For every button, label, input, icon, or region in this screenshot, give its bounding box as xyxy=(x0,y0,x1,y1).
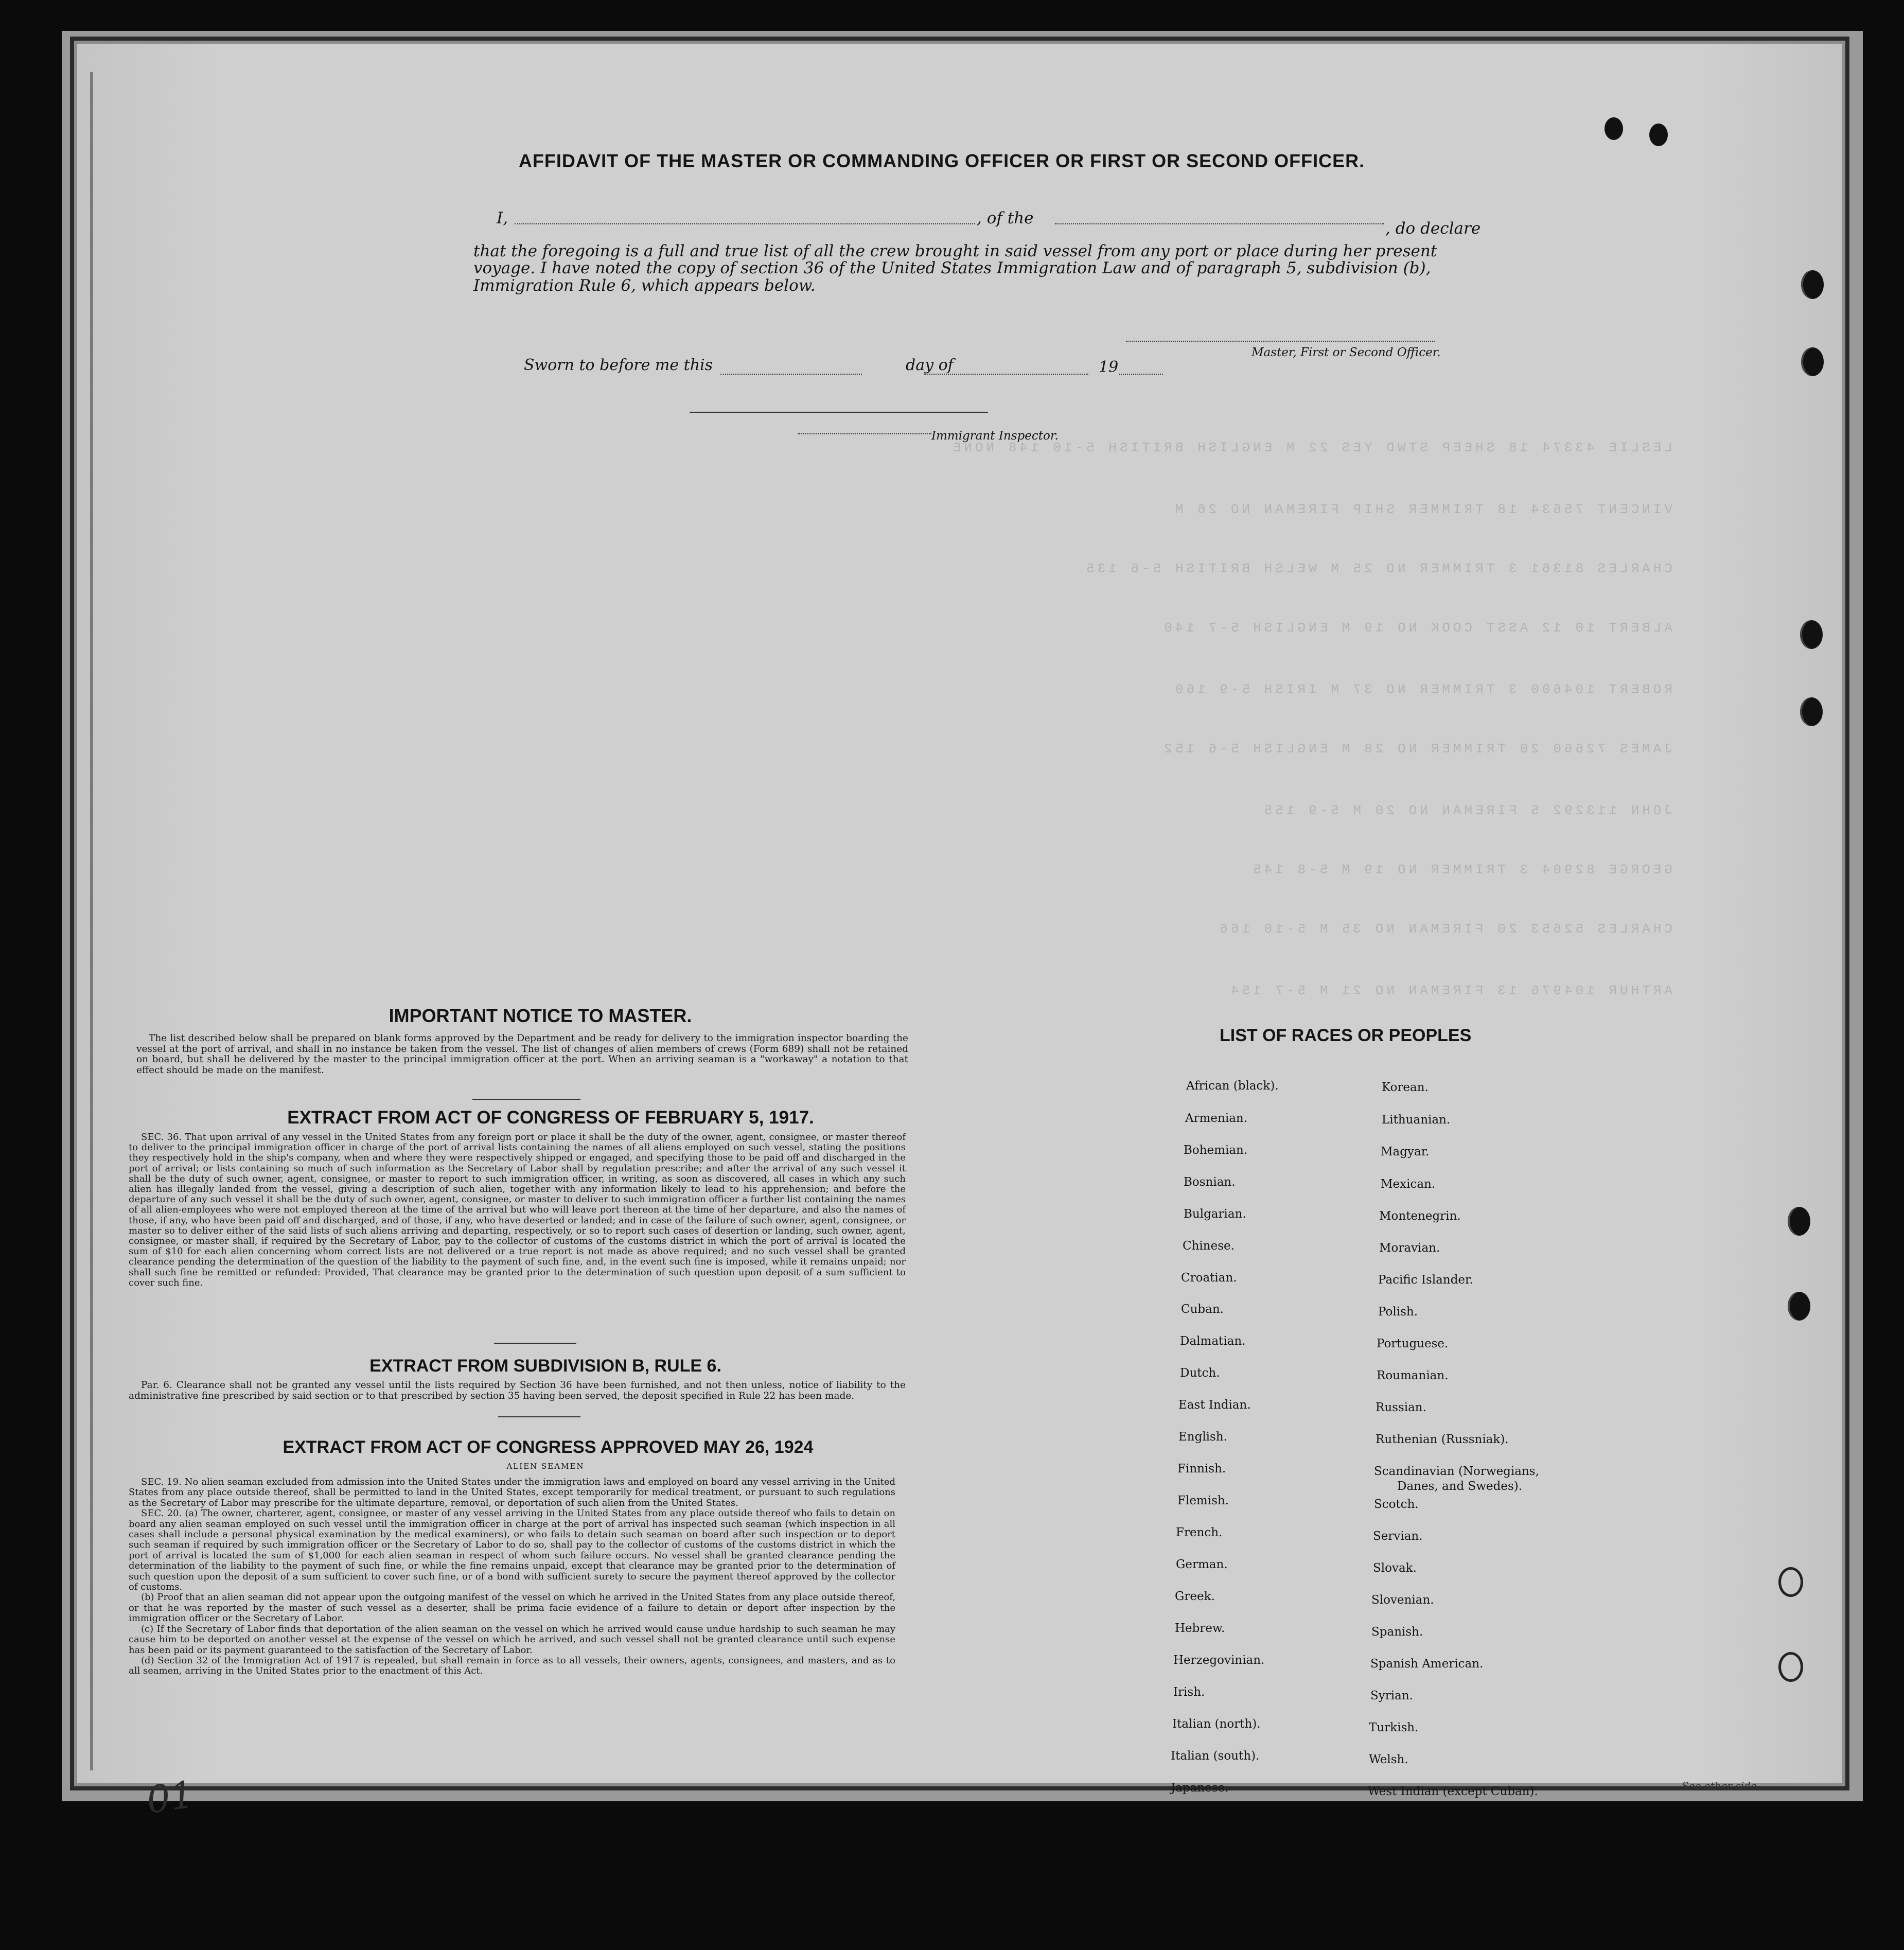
footer-note: See other side. xyxy=(1682,1780,1760,1792)
race-item: Welsh. xyxy=(1369,1753,1408,1766)
binding-ring xyxy=(1778,1652,1803,1682)
race-item: Chinese. xyxy=(1183,1239,1235,1253)
race-item: Montenegrin. xyxy=(1379,1209,1461,1223)
race-item: Finnish. xyxy=(1177,1462,1226,1475)
race-item: Bohemian. xyxy=(1184,1144,1248,1157)
punch-hole xyxy=(1788,1207,1810,1236)
race-item: Greek. xyxy=(1175,1590,1215,1603)
bleed-through-row: VINCENT 75634 18 TRIMMER SHIP FIREMAN NO 26 M xyxy=(1172,502,1672,517)
bleed-through-row: CHARLES 81361 3 TRIMMER NO 25 M WELSH BRITISH 5-6 135 xyxy=(1083,561,1672,576)
race-item: Moravian. xyxy=(1379,1241,1440,1255)
race-item: Mexican. xyxy=(1381,1178,1436,1191)
race-item: West Indian (except Cuban). xyxy=(1368,1785,1538,1798)
affidavit-vessel-label: , of the xyxy=(977,209,1034,227)
binding-edge xyxy=(90,72,93,1770)
race-item: Hebrew. xyxy=(1175,1622,1225,1635)
bleed-through-row: GEORGE 82904 3 TRIMMER NO 19 M 5-8 145 xyxy=(1250,862,1672,877)
binding-ring xyxy=(1778,1567,1803,1597)
bleed-through-row: ARTHUR 104976 13 FIREMAN NO 21 M 5-7 154 xyxy=(1227,983,1672,998)
race-item: Dalmatian. xyxy=(1180,1334,1246,1348)
race-item: Servian. xyxy=(1373,1530,1423,1543)
punch-hole xyxy=(1605,117,1623,140)
affidavit-title: AFFIDAVIT OF THE MASTER OR COMMANDING OFFICER OR FIRST OR SECOND OFFICER. xyxy=(518,150,1365,171)
race-item: Irish. xyxy=(1173,1685,1205,1699)
race-item: Korean. xyxy=(1382,1081,1429,1094)
sworn-day-field[interactable] xyxy=(720,374,862,375)
declarant-name-field[interactable] xyxy=(515,223,975,224)
extract-1924-body: SEC. 19. No alien seaman excluded from admission into the United States under the immigration laws and employed on board any vessel arriving in the United States from any place outside thereof, shall be permitted to land in the United States, except temporarily for medical treatment, or pursuant to such regulations as the Secretary of Labor may prescribe for the ultimate departure, removal, or deportation of such alien from the United States. SEC. 20. (a) The owner, charterer, agent, consignee, or master of any vessel arriving in the United States from any place outside thereof who fails to detain on board any alien seaman employed on such vessel until the immigration officer in charge at the port of arrival has inspected such seaman (which inspection in all cases shall include a personal physical examination by the medical examiners), or who fails to detain such seaman on board after such inspection or to deport such seaman if required by such immigration officer or the Secretary of Labor to do so, shall pay to the collector of customs of the customs district in which the port of arrival is located the sum of $1,000 for each alien seaman in respect of whom such failure occurs. No vessel shall be granted clearance pending the determination of the liability to the payment of such fine, or while the fine remains unpaid, except that clearance may be granted prior to the determination of such question upon the deposit of a sum sufficient to cover such fine, or of a bond with sufficient surety to secure the payment thereof approved by the collector of customs. (b) Proof that an alien seaman did not appear upon the outgoing manifest of the vessel on which he arrived in the United States from any place outside thereof, or that he was reported by the master of such vessel as a deserter, shall be prima facie evidence of a failure to detain or deport after inspection by the immigration officer or the Secretary of Labor. (c) If the Secretary of Labor finds that deportation of the alien seaman on the vessel on which he arrived would cause undue hardship to such seaman he may cause him to be deported on another vessel at the expense of the vessel on which he arrived, and such vessel shall not be granted clearance until such expense has been paid or its payment guaranteed to the satisfaction of the Secretary of Labor. (d) Section 32 of the Immigration Act of 1917 is repealed, but shall remain in force as to all vessels, their owners, agents, consignees, and masters, and as to all seamen, arriving in the United States prior to the enactment of this Act. xyxy=(129,1477,895,1677)
race-item: Armenian. xyxy=(1185,1112,1248,1125)
race-item: Scotch. xyxy=(1374,1498,1419,1511)
affidavit-text-line: voyage. I have noted the copy of section 36 of the United States Immigration Law and of paragraph 5, subdivision (b), xyxy=(473,259,1431,277)
race-item: English. xyxy=(1178,1430,1227,1444)
race-item: Italian (south). xyxy=(1171,1749,1260,1763)
handwritten-page-mark: 01 xyxy=(144,1772,197,1822)
race-item: French. xyxy=(1176,1526,1223,1539)
punch-hole xyxy=(1788,1292,1810,1321)
race-item: Flemish. xyxy=(1177,1494,1229,1507)
notice-title: IMPORTANT NOTICE TO MASTER. xyxy=(389,1005,692,1026)
race-item: Cuban. xyxy=(1181,1303,1224,1316)
sworn-year-prefix: 19 xyxy=(1099,358,1119,376)
bleed-through-row: CHARLES 52653 20 FIREMAN NO 35 M 5-10 166 xyxy=(1217,921,1672,937)
race-item: Portuguese. xyxy=(1377,1337,1449,1350)
bleed-through-row: JOHN 113292 5 FIREMAN NO 20 M 5-9 155 xyxy=(1261,803,1672,818)
race-item: Spanish American. xyxy=(1370,1657,1484,1671)
race-item: Pacific Islander. xyxy=(1378,1273,1473,1287)
race-item: Syrian. xyxy=(1370,1689,1413,1702)
sworn-label: Sworn to before me this xyxy=(524,356,713,374)
bleed-through-row: ALBERT 10 12 ASST COOK NO 19 M ENGLISH 5-7 140 xyxy=(1161,620,1672,636)
punch-hole xyxy=(1649,124,1668,146)
section-divider xyxy=(498,1416,580,1417)
sworn-year-field[interactable] xyxy=(1119,374,1163,375)
race-item: East Indian. xyxy=(1178,1398,1251,1412)
affidavit-declare-text: , do declare xyxy=(1385,219,1481,238)
affidavit-text-line: Immigration Rule 6, which appears below. xyxy=(473,276,816,295)
punch-hole xyxy=(1800,620,1823,649)
race-item: Danes, and Swedes). xyxy=(1397,1480,1523,1493)
extract-rule6-title: EXTRACT FROM SUBDIVISION B, RULE 6. xyxy=(369,1356,721,1376)
inspector-caption: Immigrant Inspector. xyxy=(931,429,1059,443)
race-item: Slovenian. xyxy=(1371,1593,1434,1607)
bleed-through-row: LESLIE 43374 18 SHEEP STWD YES 22 M ENGLISH BRITISH 5-10 148 NONE xyxy=(949,440,1672,455)
race-item: Scandinavian (Norwegians, xyxy=(1374,1465,1539,1478)
race-item: Bulgarian. xyxy=(1184,1207,1246,1221)
signature-caption: Master, First or Second Officer. xyxy=(1251,346,1441,359)
affidavit-text-line: that the foregoing is a full and true list of all the crew brought in said vessel from any port or place during her present xyxy=(473,242,1437,260)
section-divider xyxy=(494,1343,576,1344)
inspector-dotted-line xyxy=(798,433,931,434)
punch-hole xyxy=(1801,347,1824,376)
sworn-day-of-label: day of xyxy=(906,356,954,374)
extract-rule6-body: Par. 6. Clearance shall not be granted any vessel until the lists required by Section 36 have been furnished, and not then unless, notice of liability to the administrative fine prescribed by said section or to that prescribed by section 35 having been served, the deposit specified in Rule 22 has been made. xyxy=(129,1380,906,1401)
race-item: Polish. xyxy=(1378,1305,1418,1319)
punch-hole xyxy=(1801,270,1824,299)
punch-hole xyxy=(1800,697,1823,726)
race-item: Lithuanian. xyxy=(1382,1113,1451,1127)
bleed-through-row: JAMES 72660 20 TRIMMER NO 28 M ENGLISH 5-6 152 xyxy=(1161,741,1672,757)
extract-1924-title: EXTRACT FROM ACT OF CONGRESS APPROVED MAY 26, 1924 xyxy=(283,1437,814,1457)
race-item: Turkish. xyxy=(1369,1721,1419,1734)
inspector-signature-field[interactable] xyxy=(690,412,988,413)
vessel-name-field[interactable] xyxy=(1055,223,1384,224)
affidavit-declarant-label: I, xyxy=(497,209,508,227)
officer-signature-field[interactable] xyxy=(1126,341,1435,342)
sworn-month-field[interactable] xyxy=(924,374,1088,375)
race-item: Roumanian. xyxy=(1377,1369,1449,1382)
extract-1917-body: SEC. 36. That upon arrival of any vessel in the United States from any foreign port or place it shall be the duty of the owner, agent, consignee, or master thereof to deliver to the principal immigration officer in charge of the port of arrival lists containing the names of all aliens employed on such vessel, stating the positions they respectively hold in the ship's company, when and where they were respectively shipped or engaged, and specifying those to be paid off and discharged in the port of arrival; or lists containing so much of such information as the Secretary of Labor shall by regulation prescribe; and after the arrival of any such vessel it shall be the duty of such owner, agent, consignee, or master to report to such immigration officer, in writing, as soon as discovered, all cases in which any such alien has illegally landed from the vessel, giving a description of such alien, together with any information likely to lead to his apprehension; and before the departure of any such vessel it shall be the duty of such owner, agent, consignee, or master to deliver to such immigration officer a further list containing the names of all alien-employees who were not employed thereon at the time of the arrival but who will leave port thereon at the time of her departure, and also the names of those, if any, who have been paid off and discharged, and of those, if any, who have deserted or landed; and in case of the failure of such owner, agent, consignee, or master so to deliver either of the said lists of such aliens arriving and departing, respectively, or so to report such cases of desertion or landing, such owner, agent, consignee, or master shall, if required by the Secretary of Labor, pay to the collector of customs of the customs district in which the port of arrival is located the sum of $10 for each alien concerning whom correct lists are not delivered or a true report is not made as above required; and no such vessel shall be granted clearance pending the determination of the question of the liability to the payment of such fine, and, in the event such fine is imposed, while it remains unpaid; nor shall such fine be remitted or refunded: Provided, That clearance may be granted prior to the determination of such question upon deposit of a sum sufficient to cover such fine. xyxy=(129,1132,906,1288)
race-item: Russian. xyxy=(1376,1401,1426,1414)
race-item: Bosnian. xyxy=(1184,1175,1236,1189)
notice-body: The list described below shall be prepared on blank forms approved by the Department and be ready for delivery to the immigration inspector boarding the vessel at the port of arrival, and shall in no instance be taken from the vessel. The list of changes of alien members of crews (Form 689) shall not be retained on board, but shall be delivered by the master to the principal immigration officer at the port. When an arriving seaman is a "workaway" a notation to that effect should be made on the manifest. xyxy=(136,1033,908,1076)
race-item: Italian (north). xyxy=(1172,1717,1261,1731)
race-item: African (black). xyxy=(1186,1079,1279,1093)
races-title: LIST OF RACES OR PEOPLES xyxy=(1220,1026,1472,1045)
extract-1917-title: EXTRACT FROM ACT OF CONGRESS OF FEBRUARY 5, 1917. xyxy=(287,1108,814,1128)
extract-1924-subtitle: ALIEN SEAMEN xyxy=(506,1462,585,1471)
race-item: Dutch. xyxy=(1180,1366,1220,1380)
section-divider xyxy=(472,1099,580,1100)
bleed-through-row: ROBERT 104600 3 TRIMMER NO 37 M IRISH 5-9 160 xyxy=(1172,682,1672,697)
race-item: Ruthenian (Russniak). xyxy=(1376,1433,1509,1446)
race-item: German. xyxy=(1176,1558,1228,1571)
race-item: Japanese. xyxy=(1171,1781,1229,1795)
race-item: Croatian. xyxy=(1181,1271,1237,1285)
race-item: Herzegovinian. xyxy=(1173,1654,1265,1667)
race-item: Spanish. xyxy=(1371,1625,1423,1639)
race-item: Magyar. xyxy=(1381,1145,1430,1158)
race-item: Slovak. xyxy=(1373,1561,1417,1575)
